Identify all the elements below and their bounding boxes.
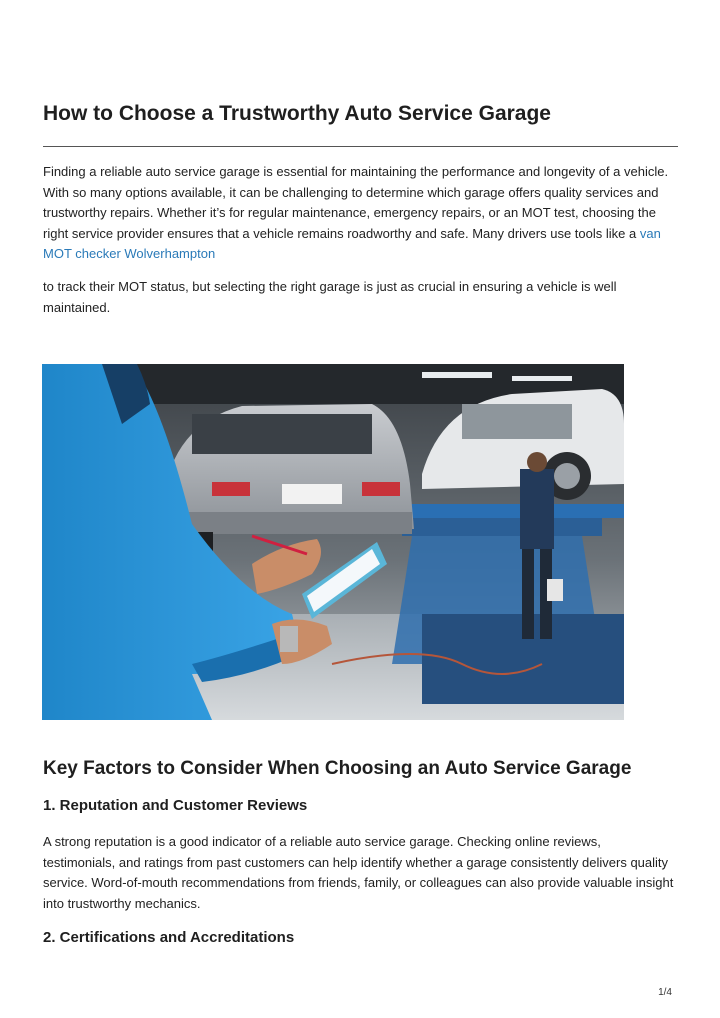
reputation-paragraph: A strong reputation is a good indicator of a reliable auto service garage. Checking online reviews, testimonials, and ratings from past customers can help identify whether a garage consistently delivers quality service. Word-of-mouth recommendations from friends, family, or colleagues can also provide valuable insight into trustworthy mechanics. (43, 834, 674, 911)
subsection-heading-certifications: 2. Certifications and Accreditations (43, 929, 295, 946)
van-mot-checker-link[interactable]: van MOT checker Wolverhampton (43, 225, 661, 261)
article-title: How to Choose a Trustworthy Auto Service Garage (43, 102, 551, 125)
page-number: 1/4 (658, 987, 672, 998)
intro-paragraph (43, 162, 675, 265)
intro-text: Finding a reliable auto service garage is essential for maintaining the performance and longevity of a vehicle. With so many options available, it can be challenging to determine which garage offers quality services and trustworthy repairs. Whether it’s for regular maintenance, emergency repairs, or an MOT test, choosing the right service provider ensures that a vehicle remains roadworthy and safe. Many drivers use tools like a (43, 164, 669, 241)
garage-mechanic-photo (42, 364, 624, 720)
subsection-heading-reputation: 1. Reputation and Customer Reviews (43, 797, 308, 814)
intro-continuation-paragraph: to track their MOT status, but selecting the right garage is just as crucial in ensuring a vehicle is well maintained. (43, 279, 617, 315)
title-divider (43, 146, 678, 147)
section-heading: Key Factors to Consider When Choosing an Auto Service Garage (43, 758, 632, 779)
